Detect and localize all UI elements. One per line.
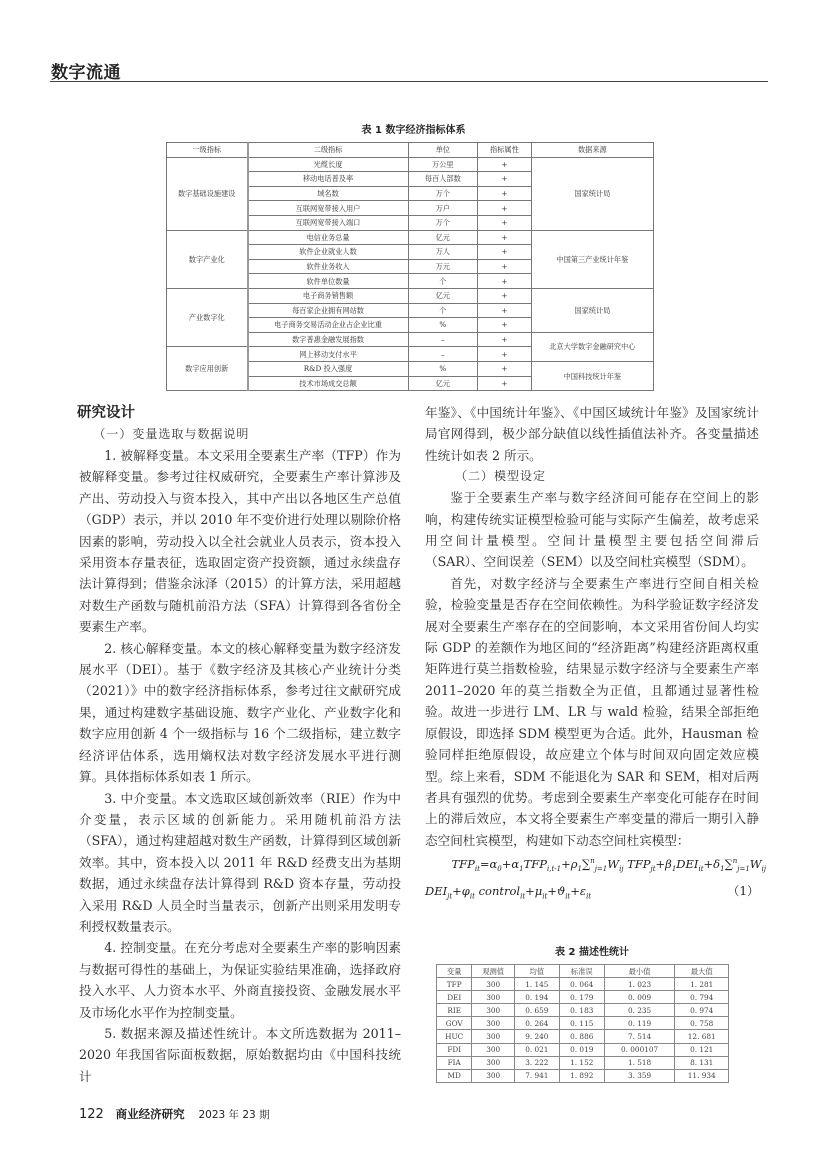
variable-name: MD [437, 1069, 472, 1082]
paragraph: 首先，对数字经济与全要素生产率进行空间自相关检验，检验变量是否存在空间依赖性。为科学验证数字经济发展对全要素生产率存在的空间影响，本文采用省份间人均实际 GDP 的差额作为地区间的“经济距离”构建经济距离权重矩阵进行莫兰指数检验，结果显示数字经济与全要素生产率 2011–2020 年的莫兰指数全为正值，且都通过显著性检验。故进一步进行 LM、LR 与 wald 检验，结果全部拒绝原假设，即选择 SDM 模型更为合适。此外，Hausman 检验同样拒绝原假设，故应建立个体与时间双向固定效应模型。综上来看，SDM 不能退化为 SAR 和 SEM，相对后两者具有强烈的优势。考虑到全要素生产率变化可能存在时间上的滞后效应，本文将全要素生产率变量的滞后一期引入静态空间杜宾模型，构建如下动态空间杜宾模型： [425, 575, 759, 848]
secondary-indicator: 每百家企业拥有网站数 [248, 303, 409, 318]
subsection-heading: （一）变量选取与数据说明 [93, 427, 250, 441]
equation-1 [425, 851, 767, 907]
indicator-attr: + [478, 245, 532, 260]
indicator-attr: + [478, 230, 532, 245]
stat-cell: 0. 064 [559, 978, 604, 991]
unit: 万元 [408, 259, 478, 274]
primary-indicator: 数字基础设施建设 [167, 157, 248, 230]
data-source: 中国第三产业统计年鉴 [531, 230, 653, 288]
primary-indicator: 数字产业化 [167, 230, 248, 288]
indicator-attr: + [478, 347, 532, 362]
unit: – [408, 347, 478, 362]
secondary-indicator: 电子商务交易活动企业占企业比重 [248, 318, 409, 333]
paragraph-continued: 年鉴》、《中国统计年鉴》、《中国区域统计年鉴》及国家统计局官网得到，极少部分缺值以线性插值法补齐。各变量描述性统计如表 2 所示。 [425, 405, 759, 463]
stat-cell: 0. 794 [675, 991, 729, 1004]
table1-indicator-system [166, 142, 654, 391]
unit: % [408, 318, 478, 333]
table-row [437, 1004, 729, 1017]
stat-cell: 0. 115 [559, 1017, 604, 1030]
stat-cell: 300 [472, 991, 514, 1004]
unit: 万公里 [408, 157, 478, 172]
stat-cell: 1. 023 [604, 978, 675, 991]
stat-cell: 8. 131 [675, 1056, 729, 1069]
table1-caption: 表 1 数字经济指标体系 [361, 125, 466, 136]
unit: 个 [408, 303, 478, 318]
data-source: 中国科技统计年鉴 [531, 361, 653, 390]
table1-col-header: 一级指标 [167, 143, 248, 158]
stat-cell: 0. 179 [559, 991, 604, 1004]
secondary-indicator: 移动电话普及率 [248, 172, 409, 187]
indicator-attr: + [478, 157, 532, 172]
indicator-attr: + [478, 172, 532, 187]
table1-col-header: 指标属性 [478, 143, 532, 158]
table2-col-header: 最大值 [675, 965, 729, 978]
stat-cell: 300 [472, 1017, 514, 1030]
unit: 亿元 [408, 230, 478, 245]
indicator-attr: + [478, 274, 532, 289]
stat-cell: 0. 886 [559, 1030, 604, 1043]
stat-cell: 1. 281 [675, 978, 729, 991]
table2-col-header: 观测值 [472, 965, 514, 978]
variable-name: HUC [437, 1030, 472, 1043]
secondary-indicator: 光缆长度 [248, 157, 409, 172]
page-number: 122 [79, 1107, 104, 1122]
stat-cell: 300 [472, 1056, 514, 1069]
stat-cell: 0. 264 [514, 1017, 559, 1030]
table1-col-header: 单位 [408, 143, 478, 158]
indicator-attr: + [478, 332, 532, 347]
data-source: 国家统计局 [531, 157, 653, 230]
unit: 万个 [408, 186, 478, 201]
table2-body [437, 978, 729, 1083]
unit: 亿元 [408, 288, 478, 303]
stat-cell: 0. 974 [675, 1004, 729, 1017]
data-source: 北京大学数字金融研究中心 [531, 332, 653, 361]
stat-cell: 0. 000107 [604, 1043, 675, 1056]
secondary-indicator: 软件企业就业人数 [248, 245, 409, 260]
paragraph: 4. 控制变量。在充分考虑对全要素生产率的影响因素与数据可得性的基础上，为保证实验结果准确，选择政府投入水平、人力资本水平、外商直接投资、金融发展水平及市场化水平作为控制变量。 [79, 940, 401, 1020]
unit: 万人 [408, 245, 478, 260]
indicator-attr: + [478, 259, 532, 274]
stat-cell: 1. 152 [559, 1056, 604, 1069]
stat-cell: 0. 121 [675, 1043, 729, 1056]
equation-line-1: $TFP_{it}=\alpha_0+\alpha_1TFP_{i,t-1}+\rho_1\sum^n_{j=1}W_{ij}$ $TFP_{jt}+\beta_1DEI_{it}+\delta_1\sum^n_{j=1}W_{ij}$ [451, 856, 767, 874]
table-row [437, 1056, 729, 1069]
primary-indicator: 产业数字化 [167, 288, 248, 346]
stat-cell: 0. 235 [604, 1004, 675, 1017]
table-row [167, 157, 654, 172]
table2-col-header: 最小值 [604, 965, 675, 978]
table2-col-header: 变量 [437, 965, 472, 978]
indicator-attr: + [478, 376, 532, 391]
secondary-indicator: 域名数 [248, 186, 409, 201]
stat-cell: 11. 934 [675, 1069, 729, 1082]
stat-cell: 7. 514 [604, 1030, 675, 1043]
table-row [167, 288, 654, 303]
table-row [437, 978, 729, 991]
stat-cell: 7. 941 [514, 1069, 559, 1082]
section-heading: 研究设计 [77, 405, 135, 421]
indicator-attr: + [478, 318, 532, 333]
indicator-attr: + [478, 215, 532, 230]
secondary-indicator: 电子商务销售额 [248, 288, 409, 303]
table2-descriptive-stats [436, 964, 729, 1083]
stat-cell: 3. 222 [514, 1056, 559, 1069]
table-row [437, 991, 729, 1004]
paragraph: 5. 数据来源及描述性统计。本文所选数据为 2011–2020 年我国省际面板数据，原始数据均由《中国科技统计 [79, 1025, 401, 1084]
paragraph: 鉴于全要素生产率与数字经济间可能存在空间上的影响，构建传统实证模型检验可能与实际产生偏差，故考虑采用空间计量模型。空间计量模型主要包括空间滞后（SAR）、空间误差（SEM）以及空间杜宾模型（SDM）。 [425, 490, 759, 570]
indicator-attr: + [478, 201, 532, 216]
table1-col-header: 二级指标 [248, 143, 409, 158]
right-column [425, 402, 767, 907]
variable-name: FIA [437, 1056, 472, 1069]
table-row [437, 1069, 729, 1082]
stat-cell: 3. 359 [604, 1069, 675, 1082]
table1-header-row [167, 143, 654, 158]
variable-name: RIE [437, 1004, 472, 1017]
secondary-indicator: 技术市场成交总额 [248, 376, 409, 391]
table1-col-header: 数据来源 [531, 143, 653, 158]
secondary-indicator: R&D 投入强度 [248, 361, 409, 376]
table2-col-header: 均值 [514, 965, 559, 978]
data-source: 国家统计局 [531, 288, 653, 332]
journal-name: 商业经济研究 [115, 1107, 185, 1121]
table2-col-header: 标准误 [559, 965, 604, 978]
stat-cell: 300 [472, 1069, 514, 1082]
stat-cell: 9. 240 [514, 1030, 559, 1043]
equation-number: （1） [727, 883, 759, 898]
unit: 万个 [408, 215, 478, 230]
secondary-indicator: 网上移动支付水平 [248, 347, 409, 362]
indicator-attr: + [478, 288, 532, 303]
secondary-indicator: 数字普惠金融发展指数 [248, 332, 409, 347]
stat-cell: 0. 021 [514, 1043, 559, 1056]
secondary-indicator: 电信业务总量 [248, 230, 409, 245]
stat-cell: 0. 194 [514, 991, 559, 1004]
unit: 每百人部数 [408, 172, 478, 187]
variable-name: DEI [437, 991, 472, 1004]
equation-line-2 [425, 881, 759, 908]
table-row [167, 230, 654, 245]
stat-cell: 1. 518 [604, 1056, 675, 1069]
stat-cell: 1. 892 [559, 1069, 604, 1082]
stat-cell: 0. 009 [604, 991, 675, 1004]
subsection-heading: （二）模型设定 [455, 469, 547, 484]
unit: 个 [408, 274, 478, 289]
stat-cell: 300 [472, 978, 514, 991]
stat-cell: 12. 681 [675, 1030, 729, 1043]
table2-caption: 表 2 描述性统计 [555, 947, 629, 958]
table-row [437, 1043, 729, 1056]
paragraph: 1. 被解释变量。本文采用全要素生产率（TFP）作为被解释变量。参考过往权威研究，全要素生产率计算涉及产出、劳动投入与资本投入，其中产出以各地区生产总值（GDP）表示，并以 2010 年不变价进行处理以剔除价格因素的影响，劳动投入以全社会就业人员表示，资本投入采用资本存量表征，选取固定资产投资额，通过永续盘存法计算得到；借鉴余泳泽（2015）的计算方法，采用超越对数生产函数与随机前沿方法（SFA）计算得到各省份全要素生产率。 [79, 448, 401, 635]
table-row [437, 1030, 729, 1043]
table-row [437, 1017, 729, 1030]
paragraph: 3. 中介变量。本文选取区域创新效率（RIE）作为中介变量，表示区域的创新能力。采用随机前沿方法（SFA），通过构建超越对数生产函数，计算得到区域创新效率。其中，资本投入以 2011 年 R&D 经费支出为基期数据，通过永续盘存法计算得到 R&D 资本存量，劳动投入采用 R&D 人员全时当量表示，创新产出则采用发明专利授权数量表示。 [79, 790, 401, 934]
stat-cell: 300 [472, 1004, 514, 1017]
indicator-attr: + [478, 361, 532, 376]
indicator-attr: + [478, 303, 532, 318]
stat-cell: 0. 659 [514, 1004, 559, 1017]
variable-name: FDI [437, 1043, 472, 1056]
equation-line-2-text: $DEI_{jt}+\varphi_{it}$ $control_{it}+\mu_{it}+ϑ_{it}+\varepsilon_{it}$ [425, 883, 592, 900]
secondary-indicator: 互联网宽带接入用户 [248, 201, 409, 216]
stat-cell: 1. 145 [514, 978, 559, 991]
paragraph: 2. 核心解释变量。本文的核心解释变量为数字经济发展水平（DEI）。基于《数字经济及其核心产业统计分类（2021）》中的数字经济指标体系，参考过往文献研究成果，通过构建数字基础设施、数字产业化、产业数字化和数字应用创新 4 个一级指标与 16 个二级指标，建立数字经济评估体系，选用熵权法对数字经济发展水平进行测算。具体指标体系如表 1 所示。 [79, 640, 401, 785]
unit: % [408, 361, 478, 376]
journal-issue: 2023 年 23 期 [198, 1109, 270, 1121]
table2-header-row [437, 965, 729, 978]
secondary-indicator: 软件单位数量 [248, 274, 409, 289]
stat-cell: 0. 758 [675, 1017, 729, 1030]
unit: 万户 [408, 201, 478, 216]
stat-cell: 0. 019 [559, 1043, 604, 1056]
unit: – [408, 332, 478, 347]
header-rule [50, 81, 768, 82]
stat-cell: 0. 183 [559, 1004, 604, 1017]
stat-cell: 300 [472, 1030, 514, 1043]
stat-cell: 300 [472, 1043, 514, 1056]
indicator-attr: + [478, 186, 532, 201]
left-column [79, 402, 401, 1087]
variable-name: GOV [437, 1017, 472, 1030]
secondary-indicator: 互联网宽带接入端口 [248, 215, 409, 230]
secondary-indicator: 软件业务收入 [248, 259, 409, 274]
page-footer [79, 1106, 270, 1122]
unit: 亿元 [408, 376, 478, 391]
primary-indicator: 数字应用创新 [167, 347, 248, 391]
stat-cell: 0. 119 [604, 1017, 675, 1030]
section-running-title: 数字流通 [51, 63, 121, 83]
variable-name: TFP [437, 978, 472, 991]
